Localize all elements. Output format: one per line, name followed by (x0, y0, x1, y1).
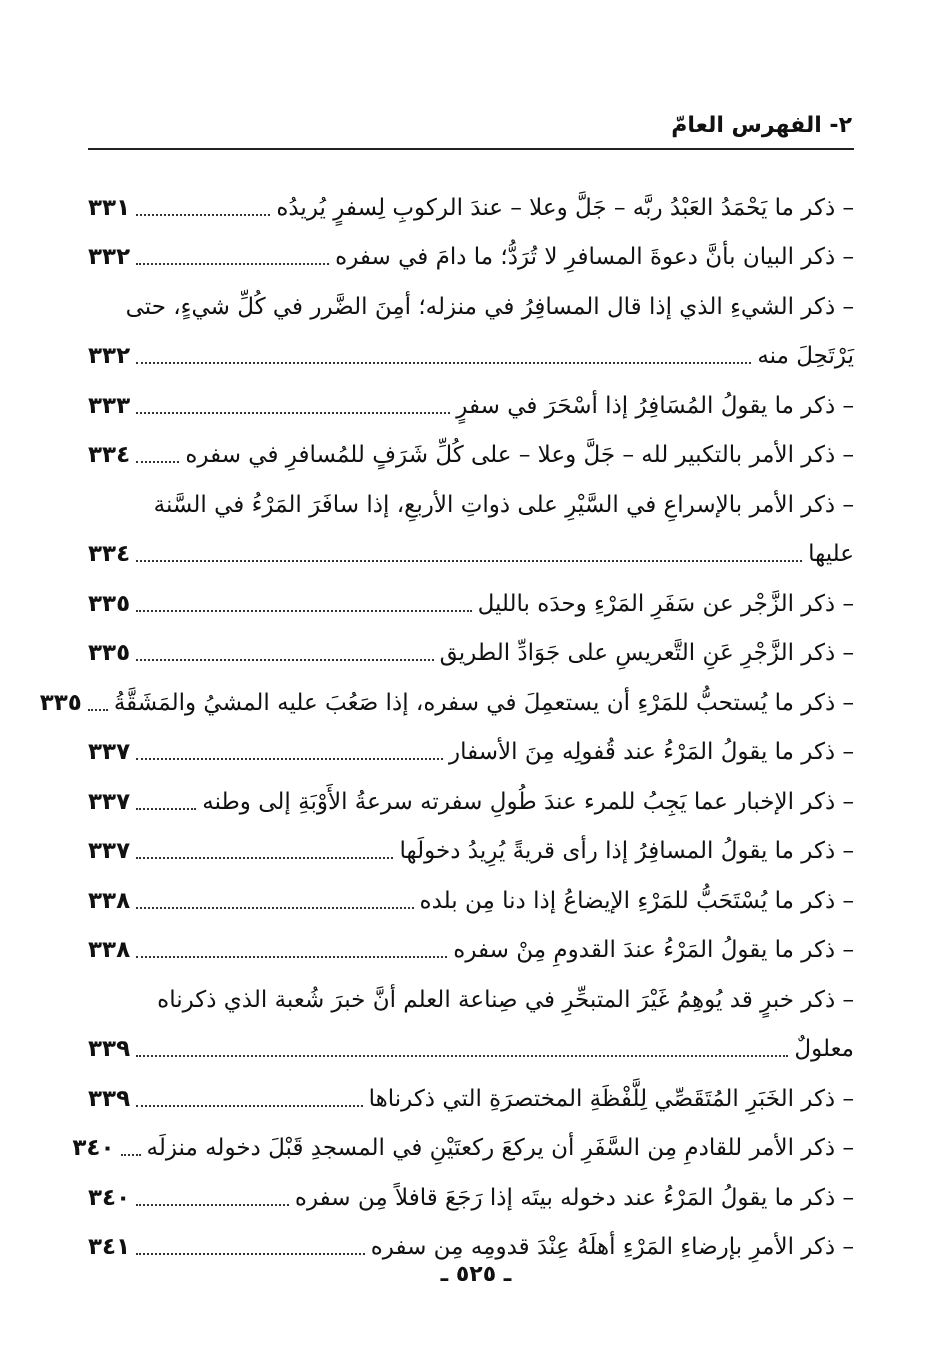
entry-text: – ذكر خبرٍ قد يُوهِمُ غَيْرَ المتبحِّرِ في صِناعة العلم أنَّ خبرَ شُعبة الذي ذكرناه (157, 986, 854, 1013)
entry-text: – ذكر ما يَحْمَدُ العَبْدُ ربَّه – جَلَّ وعلا – عندَ الركوبِ لِسفرٍ يُريدُه (276, 194, 854, 221)
dot-leader (121, 1154, 141, 1156)
index-entry (88, 282, 854, 332)
entry-text: – ذكر الأمرِ بإرضاءِ المَرْءِ أهلَهُ عِنْدَ قدومِه مِن سفره (370, 1234, 854, 1261)
index-entry (88, 876, 854, 926)
entry-text: – ذكر البيان بأنَّ دعوةَ المسافرِ لا تُرَدُّ؛ ما دامَ في سفره (335, 244, 854, 271)
index-entry (88, 926, 854, 976)
dot-leader (136, 1253, 365, 1255)
dot-leader (136, 214, 270, 216)
entry-page: ٣٣٧ (88, 838, 131, 865)
index-entry (88, 233, 854, 283)
entry-page: ٣٣٣ (88, 392, 131, 419)
entry-page: ٣٣٤ (88, 442, 131, 469)
running-head: ٢- الفهرس العامّ (671, 113, 852, 138)
entry-text: – ذكر الأمر بالتكبير لله – جَلَّ وعلا – على كُلِّ شَرَفٍ للمُسافرِ في سفره (185, 442, 854, 469)
entry-page: ٣٣١ (88, 194, 131, 221)
dot-leader (136, 362, 751, 364)
index-entry-continuation (88, 332, 854, 382)
entry-page: ٣٤٠ (72, 1135, 115, 1162)
entry-text: – ذكر ما يقولُ المَرْءُ عند دخوله بيتَه إذا رَجَعَ قافلاً مِن سفره (294, 1184, 854, 1211)
dot-leader (136, 808, 196, 810)
dot-leader (136, 907, 413, 909)
index-entry-continuation (88, 530, 854, 580)
entry-page: ٣٣٥ (88, 590, 131, 617)
entry-text: – ذكر ما يقولُ المَرْءُ عندَ القدومِ مِنْ سفره (453, 937, 854, 964)
entry-text: – ذكر الشيءِ الذي إذا قال المسافِرُ في منزله؛ أمِنَ الضَّرر في كُلِّ شيءٍ، حتى (125, 293, 854, 320)
entry-text: معلولٌ (794, 1036, 854, 1063)
entry-text: – ذكر الخَبَرِ المُتَقَصِّي لِلَّفْظَةِ المختصرَةِ التي ذكرناها (368, 1085, 854, 1112)
index-entry (88, 1173, 854, 1223)
entry-text: – ذكر ما يقولُ المسافِرُ إذا رأى قريةً يُرِيدُ دخولَها (399, 838, 854, 865)
index-entry (88, 975, 854, 1025)
index-entry (88, 431, 854, 481)
entry-text: – ذكر ما يقولُ المَرْءُ عند قُفولِه مِنَ الأسفار (449, 739, 854, 766)
index-entry (88, 1074, 854, 1124)
entry-page: ٣٤١ (88, 1234, 131, 1261)
entry-text: – ذكر ما يُسْتَحَبُّ للمَرْءِ الإيضاعُ إذا دنا مِن بلده (419, 887, 854, 914)
index-entry (39, 678, 854, 728)
entry-page: ٣٣٧ (88, 739, 131, 766)
page-number: ـ ٥٢٥ ـ (440, 1262, 512, 1287)
entry-text: – ذكر ما يقولُ المُسَافِرُ إذا أسْحَرَ في سفرٍ (456, 392, 854, 419)
entry-page: ٣٣٤ (88, 541, 131, 568)
index-entry (72, 1124, 854, 1174)
index-entry (88, 728, 854, 778)
dot-leader (136, 1204, 289, 1206)
entry-page: ٣٣٨ (88, 887, 131, 914)
entry-text: – ذكر الإخبار عما يَجِبُ للمرء عندَ طُولِ سفرته سرعةُ الأَوْبَةِ إلى وطنه (202, 788, 854, 815)
entry-page: ٣٣٩ (88, 1036, 131, 1063)
entry-page: ٣٣٥ (88, 640, 131, 667)
dot-leader (88, 709, 108, 711)
dot-leader (136, 659, 433, 661)
dot-leader (136, 1055, 788, 1057)
index-entry-continuation (88, 1025, 854, 1075)
index-entry (88, 579, 854, 629)
entry-page: ٣٣٢ (88, 343, 131, 370)
dot-leader (136, 956, 447, 958)
entry-text: عليها (808, 541, 854, 568)
entry-page: ٣٣٢ (88, 244, 131, 271)
dot-leader (136, 758, 443, 760)
index-list (39, 183, 854, 1272)
index-entry (88, 777, 854, 827)
dot-leader (136, 610, 471, 612)
entry-text: – ذكر الأمر بالإسراعِ في السَّيْرِ على ذواتِ الأربعِ، إذا سافَرَ المَرْءُ في السَّنة (153, 491, 854, 518)
index-entry (88, 183, 854, 233)
entry-text: – ذكر الزَّجْرِ عَنِ التَّعريسِ على جَوَادِّ الطريق (439, 640, 854, 667)
entry-text: – ذكر ما يُستحبُّ للمَرْءِ أن يستعمِلَ في سفره، إذا صَعُبَ عليه المشيُ والمَشَقَّةُ (113, 689, 854, 716)
dot-leader (136, 263, 329, 265)
entry-text: – ذكر الزَّجْر عن سَفَرِ المَرْءِ وحدَه بالليل (477, 590, 854, 617)
entry-page: ٣٣٩ (88, 1085, 131, 1112)
entry-text: يَرْتَحِلَ منه (757, 343, 854, 370)
entry-text: – ذكر الأمر للقادمِ مِن السَّفَرِ أن يركعَ ركعتَيْنِ في المسجدِ قَبْلَ دخوله منزلَه (146, 1135, 854, 1162)
index-entry (88, 381, 854, 431)
entry-page: ٣٤٠ (88, 1184, 131, 1211)
header-rule (88, 148, 854, 150)
index-entry (88, 480, 854, 530)
dot-leader (136, 560, 802, 562)
index-entry (88, 629, 854, 679)
index-entry (88, 827, 854, 877)
entry-page: ٣٣٨ (88, 937, 131, 964)
entry-page: ٣٣٧ (88, 788, 131, 815)
dot-leader (136, 412, 450, 414)
dot-leader (136, 857, 393, 859)
dot-leader (136, 461, 179, 463)
entry-page: ٣٣٥ (39, 689, 82, 716)
dot-leader (136, 1105, 362, 1107)
